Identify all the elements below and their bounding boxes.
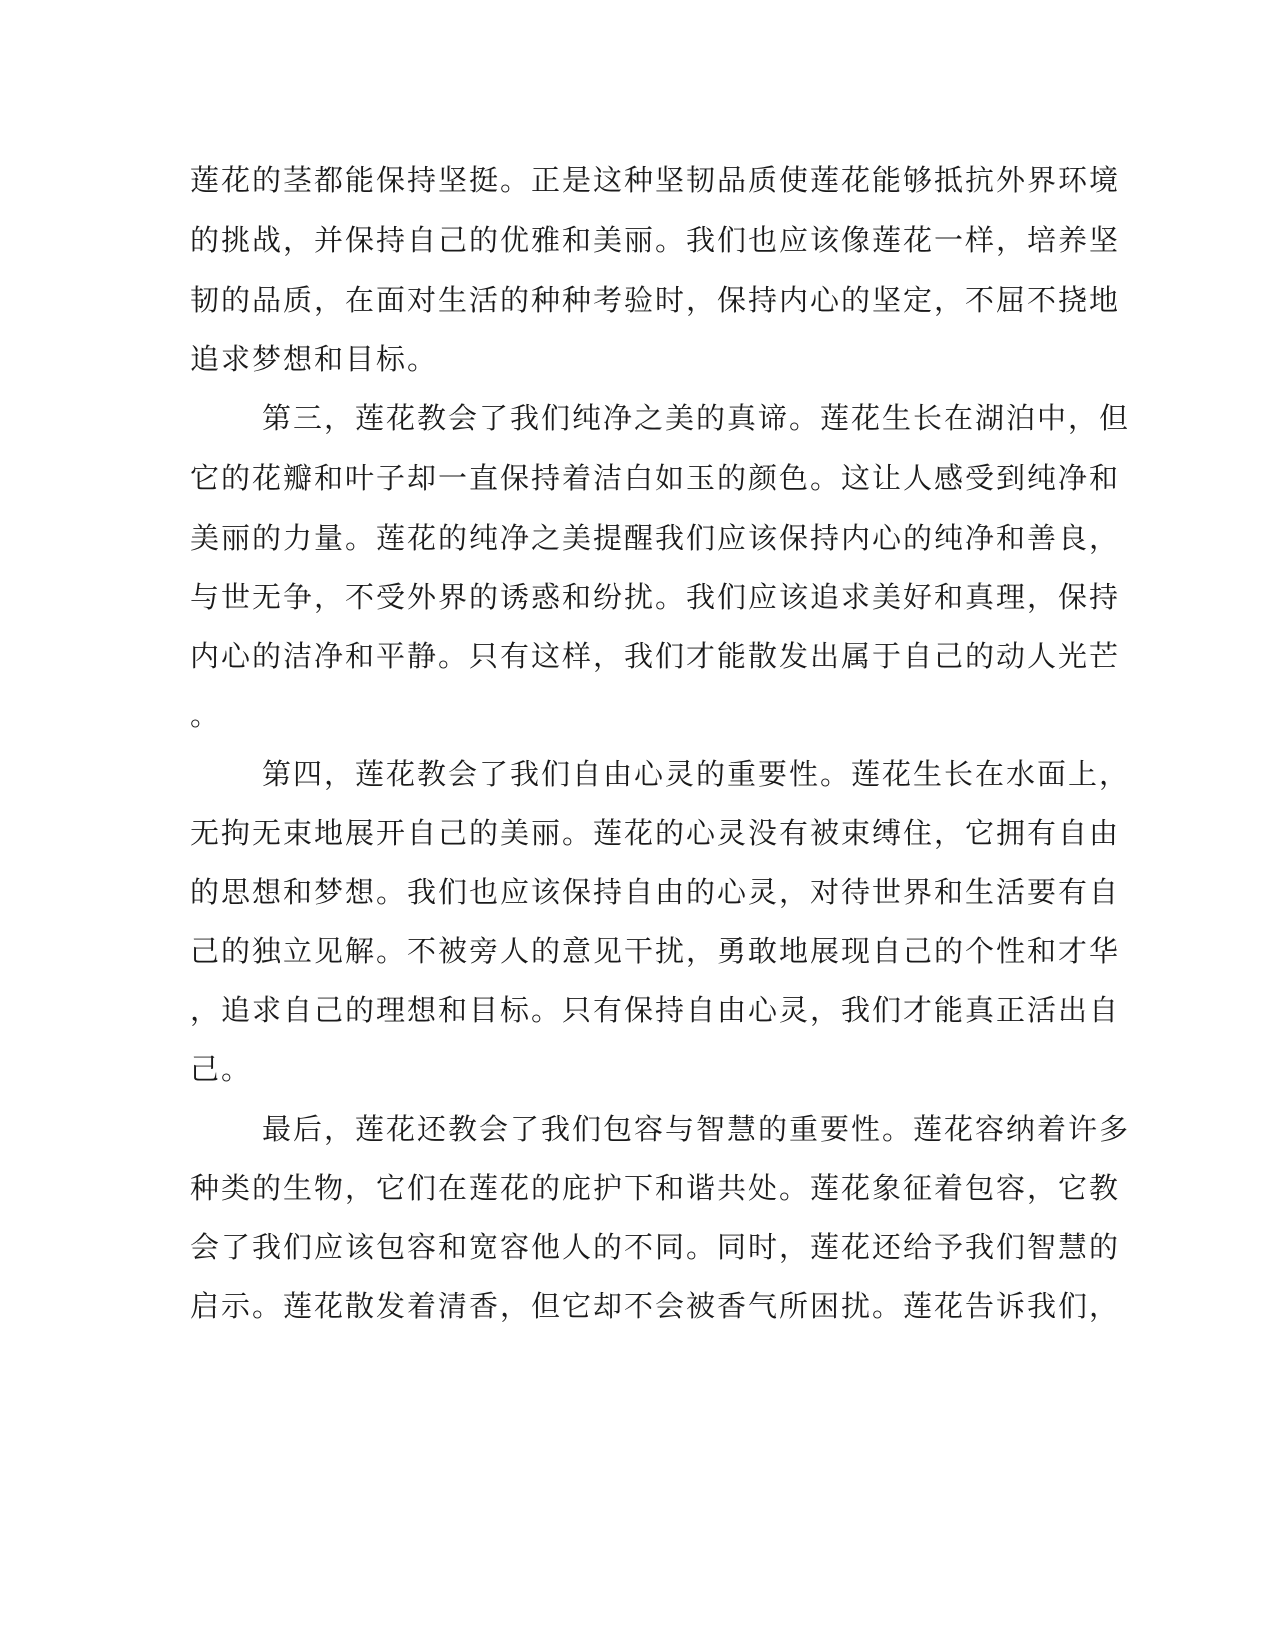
text-line: 莲花的茎都能保持坚挺。正是这种坚韧品质使莲花能够抵抗外界环境 <box>190 163 1121 197</box>
text-line: 美丽的力量。莲花的纯净之美提醒我们应该保持内心的纯净和善良， <box>190 521 1121 555</box>
text-line: 无拘无束地展开自己的美丽。莲花的心灵没有被束缚住，它拥有自由 <box>190 816 1121 850</box>
paragraph-first-line: 第四，莲花教会了我们自由心灵的重要性。莲花生长在水面上， <box>262 757 1131 791</box>
text-line: 内心的洁净和平静。只有这样，我们才能散发出属于自己的动人光芒 <box>190 639 1121 673</box>
paragraph-first-line: 第三，莲花教会了我们纯净之美的真谛。莲花生长在湖泊中，但 <box>262 401 1131 435</box>
text-line: 启示。莲花散发着清香，但它却不会被香气所困扰。莲花告诉我们， <box>190 1289 1121 1323</box>
text-line: 会了我们应该包容和宽容他人的不同。同时，莲花还给予我们智慧的 <box>190 1230 1121 1264</box>
text-line: 。 <box>190 698 222 732</box>
text-line: ，追求自己的理想和目标。只有保持自由心灵，我们才能真正活出自 <box>190 993 1121 1027</box>
paragraph-first-line: 最后，莲花还教会了我们包容与智慧的重要性。莲花容纳着许多 <box>262 1112 1131 1146</box>
text-line: 它的花瓣和叶子却一直保持着洁白如玉的颜色。这让人感受到纯净和 <box>190 461 1121 495</box>
text-line: 己。 <box>190 1052 253 1086</box>
text-line: 种类的生物，它们在莲花的庇护下和谐共处。莲花象征着包容，它教 <box>190 1171 1121 1205</box>
text-line: 韧的品质，在面对生活的种种考验时，保持内心的坚定，不屈不挠地 <box>190 283 1121 317</box>
text-line: 与世无争，不受外界的诱惑和纷扰。我们应该追求美好和真理，保持 <box>190 580 1121 614</box>
text-line: 己的独立见解。不被旁人的意见干扰，勇敢地展现自己的个性和才华 <box>190 934 1121 968</box>
text-line: 的思想和梦想。我们也应该保持自由的心灵，对待世界和生活要有自 <box>190 875 1121 909</box>
text-line: 追求梦想和目标。 <box>190 342 439 376</box>
text-line: 的挑战，并保持自己的优雅和美丽。我们也应该像莲花一样，培养坚 <box>190 223 1121 257</box>
